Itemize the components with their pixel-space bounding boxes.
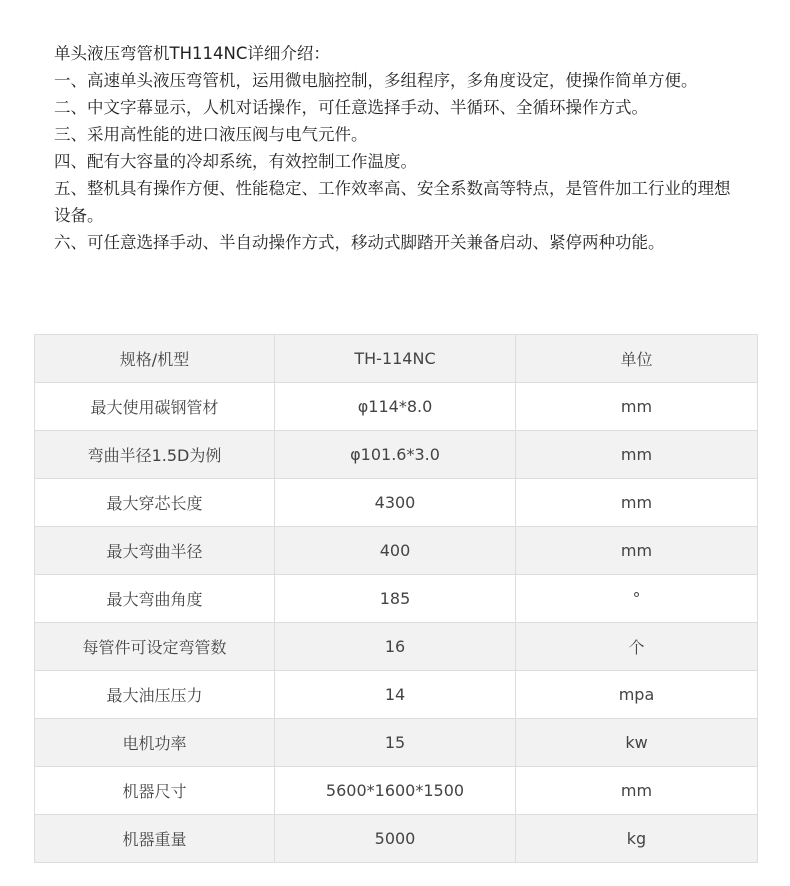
row-value: 4300 bbox=[275, 479, 516, 527]
intro-item: 四、配有大容量的冷却系统，有效控制工作温度。 bbox=[54, 152, 417, 171]
intro-item: 三、采用高性能的进口液压阀与电气元件。 bbox=[54, 125, 368, 144]
row-value: φ101.6*3.0 bbox=[275, 431, 516, 479]
row-label: 电机功率 bbox=[35, 719, 275, 767]
header-cell-spec: 规格/机型 bbox=[35, 335, 275, 383]
row-value: 5600*1600*1500 bbox=[275, 767, 516, 815]
table-row bbox=[35, 719, 758, 767]
row-label: 弯曲半径1.5D为例 bbox=[35, 431, 275, 479]
table-row bbox=[35, 479, 758, 527]
row-label: 机器重量 bbox=[35, 815, 275, 863]
row-value: 185 bbox=[275, 575, 516, 623]
header-cell-unit: 单位 bbox=[516, 335, 758, 383]
row-value: φ114*8.0 bbox=[275, 383, 516, 431]
row-unit: mm bbox=[516, 383, 758, 431]
row-unit: mm bbox=[516, 431, 758, 479]
table-row bbox=[35, 767, 758, 815]
row-unit: mm bbox=[516, 767, 758, 815]
intro-item: 五、整机具有操作方便、性能稳定、工作效率高、安全系数高等特点，是管件加工行业的理想设备。 bbox=[54, 179, 731, 225]
table-row bbox=[35, 527, 758, 575]
row-unit: ° bbox=[516, 575, 758, 623]
table-row bbox=[35, 671, 758, 719]
row-value: 5000 bbox=[275, 815, 516, 863]
row-value: 14 bbox=[275, 671, 516, 719]
row-unit: mm bbox=[516, 479, 758, 527]
row-label: 机器尺寸 bbox=[35, 767, 275, 815]
table-row bbox=[35, 431, 758, 479]
row-value: 400 bbox=[275, 527, 516, 575]
table-row bbox=[35, 383, 758, 431]
row-unit: kg bbox=[516, 815, 758, 863]
intro-item: 二、中文字幕显示，人机对话操作，可任意选择手动、半循环、全循环操作方式。 bbox=[54, 98, 648, 117]
table-header-row bbox=[35, 335, 758, 383]
intro-section bbox=[54, 40, 734, 256]
row-label: 最大弯曲角度 bbox=[35, 575, 275, 623]
table-row bbox=[35, 575, 758, 623]
row-unit: kw bbox=[516, 719, 758, 767]
table-row bbox=[35, 815, 758, 863]
row-unit: mpa bbox=[516, 671, 758, 719]
intro-item: 一、高速单头液压弯管机，运用微电脑控制，多组程序，多角度设定，使操作简单方便。 bbox=[54, 71, 698, 90]
row-value: 16 bbox=[275, 623, 516, 671]
intro-item: 六、可任意选择手动、半自动操作方式，移动式脚踏开关兼备启动、紧停两种功能。 bbox=[54, 233, 665, 252]
header-cell-model: TH-114NC bbox=[275, 335, 516, 383]
row-unit: mm bbox=[516, 527, 758, 575]
spec-table bbox=[34, 334, 758, 863]
table-row bbox=[35, 623, 758, 671]
intro-title: 单头液压弯管机TH114NC详细介绍： bbox=[54, 44, 330, 63]
row-value: 15 bbox=[275, 719, 516, 767]
row-unit: 个 bbox=[516, 623, 758, 671]
row-label: 最大油压压力 bbox=[35, 671, 275, 719]
row-label: 最大使用碳钢管材 bbox=[35, 383, 275, 431]
row-label: 每管件可设定弯管数 bbox=[35, 623, 275, 671]
row-label: 最大弯曲半径 bbox=[35, 527, 275, 575]
row-label: 最大穿芯长度 bbox=[35, 479, 275, 527]
